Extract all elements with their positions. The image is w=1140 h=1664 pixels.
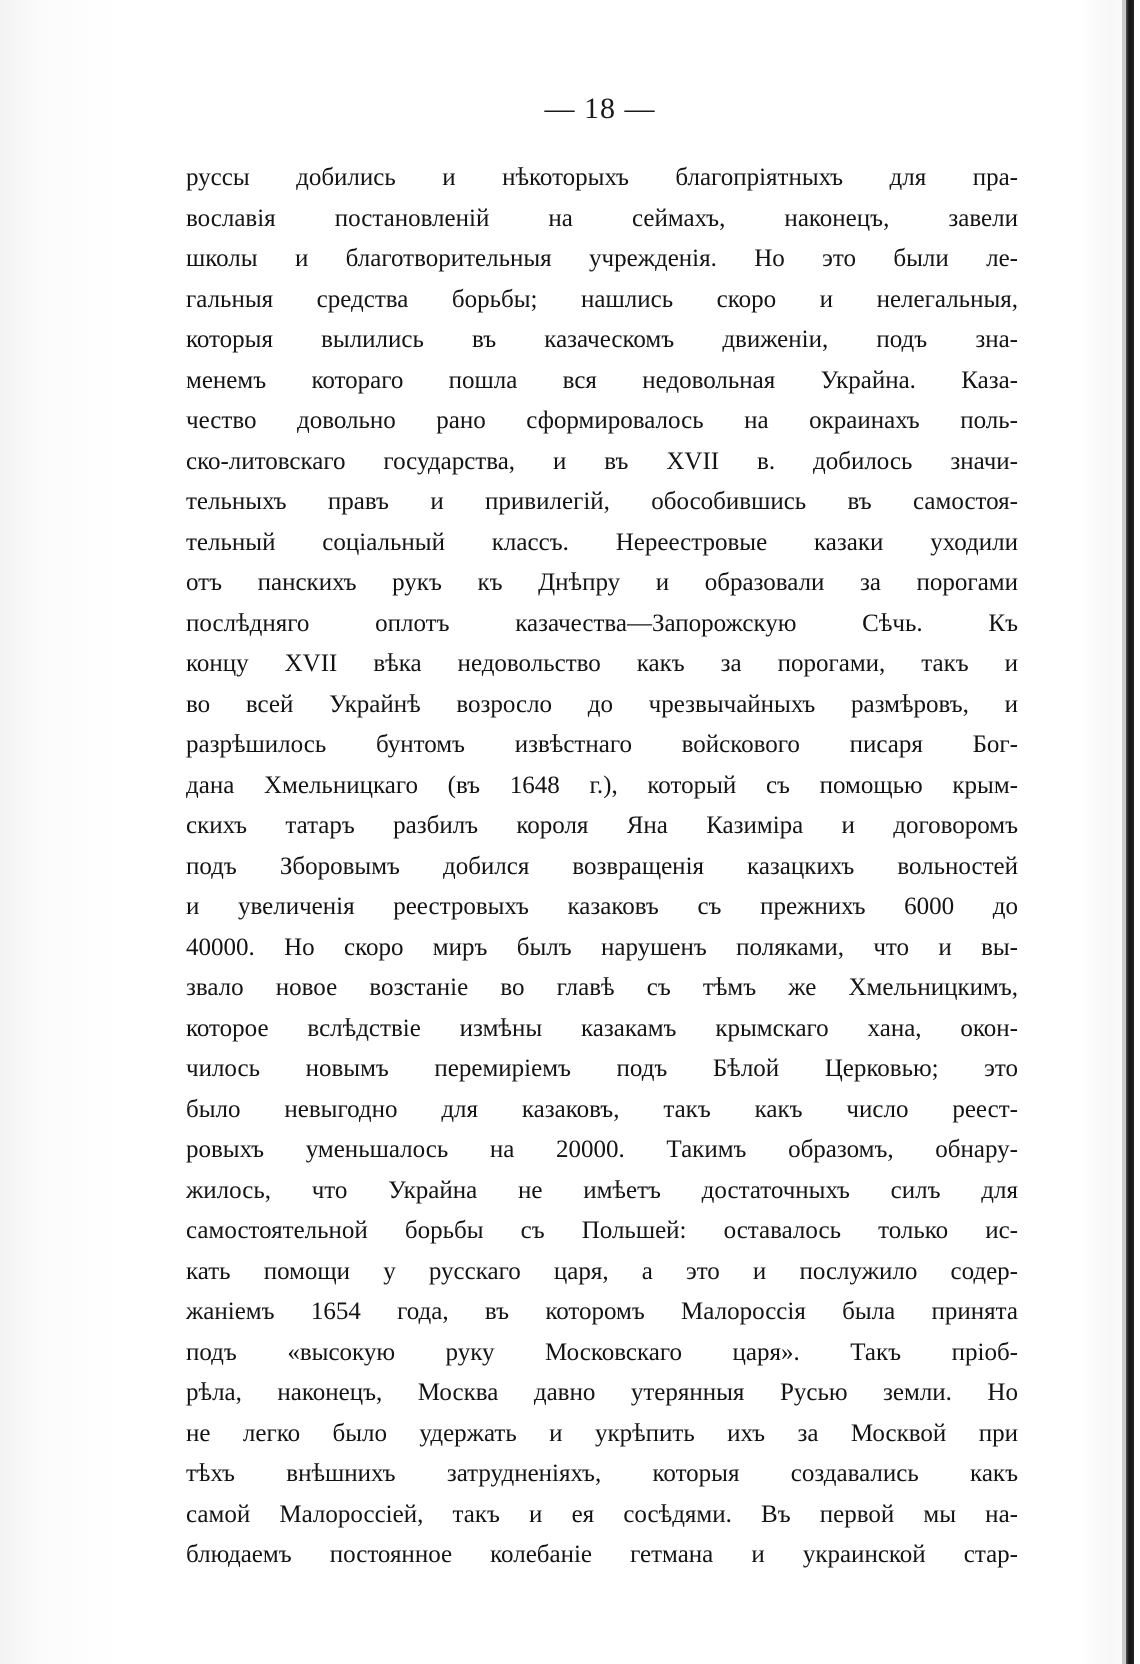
text-line: подъ Зборовымъ добился возвращенія казацкихъ вольностей bbox=[186, 852, 1018, 880]
text-line: отъ панскихъ рукъ къ Днѣпру и образовали за порогами bbox=[186, 569, 1018, 596]
text-line: жилось, что Украйна не имѣетъ достаточныхъ силъ для bbox=[186, 1176, 1018, 1204]
text-line: разрѣшилось бунтомъ извѣстнаго войскового писаря Бог- bbox=[186, 731, 1018, 758]
binding-edge bbox=[1126, 0, 1134, 1664]
text-line: школы и благотворительныя учрежденія. Но это были ле- bbox=[186, 245, 1018, 272]
text-line: подъ «высокую руку Московскаго царя». Такъ пріоб- bbox=[186, 1338, 1018, 1366]
text-line: было невыгодно для казаковъ, такъ какъ число реест- bbox=[186, 1095, 1018, 1123]
text-line: звало новое возстаніе во главѣ съ тѣмъ же Хмельницкимъ, bbox=[186, 974, 1018, 1001]
text-line: менемъ котораго пошла вся недовольная Украйна. Каза- bbox=[186, 366, 1018, 394]
text-line: гальныя средства борьбы; нашлись скоро и нелегальныя, bbox=[186, 285, 1018, 313]
text-line: самостоятельной борьбы съ Польшей: оставалось только ис- bbox=[186, 1217, 1018, 1244]
text-line: во всей Украйнѣ возросло до чрезвычайныхъ размѣровъ, и bbox=[186, 690, 1018, 718]
text-line: жаніемъ 1654 года, въ которомъ Малороссія была принята bbox=[186, 1298, 1018, 1325]
text-line: ско-литовскаго государства, и въ XVII в. добилось значи- bbox=[186, 447, 1018, 475]
text-line: и увеличенія реестровыхъ казаковъ съ прежнихъ 6000 до bbox=[186, 893, 1018, 920]
text-line: которыя вылились въ казаческомъ движеніи, подъ зна- bbox=[186, 326, 1018, 353]
page-number: — 18 — bbox=[544, 92, 656, 125]
text-line: самой Малороссіей, такъ и ея сосѣдями. Въ первой мы на- bbox=[186, 1500, 1018, 1528]
text-line: тельныхъ правъ и привилегій, обособившись въ самостоя- bbox=[186, 488, 1018, 515]
text-line: тельный соціальный классъ. Нереестровые казаки уходили bbox=[186, 528, 1018, 556]
text-line: послѣдняго оплотъ казачества—Запорожскую Сѣчь. Къ bbox=[186, 609, 1018, 637]
text-line: рѣла, наконецъ, Москва давно утерянныя Русью земли. Но bbox=[186, 1379, 1018, 1406]
text-line: тѣхъ внѣшнихъ затрудненіяхъ, которыя создавались какъ bbox=[186, 1460, 1018, 1487]
text-line: чилось новымъ перемиріемъ подъ Бѣлой Церковью; это bbox=[186, 1055, 1018, 1082]
text-line: вославія постановленій на сеймахъ, наконецъ, завели bbox=[186, 204, 1018, 232]
text-line: блюдаемъ постоянное колебаніе гетмана и украинской стар- bbox=[186, 1541, 1018, 1568]
text-line: руссы добились и нѣкоторыхъ благопріятныхъ для пра- bbox=[186, 164, 1018, 191]
text-line: 40000. Но скоро миръ былъ нарушенъ поляками, что и вы- bbox=[186, 933, 1018, 961]
text-line: чество довольно рано сформировалось на окраинахъ поль- bbox=[186, 407, 1018, 434]
text-line: не легко было удержать и укрѣпить ихъ за Москвой при bbox=[186, 1419, 1018, 1447]
text-line: дана Хмельницкаго (въ 1648 г.), который съ помощью крым- bbox=[186, 771, 1018, 799]
text-line: кать помощи у русскаго царя, а это и послужило содер- bbox=[186, 1257, 1018, 1285]
text-line: концу XVII вѣка недовольство какъ за порогами, такъ и bbox=[186, 650, 1018, 677]
text-line: ровыхъ уменьшалось на 20000. Такимъ образомъ, обнару- bbox=[186, 1136, 1018, 1163]
text-line: скихъ татаръ разбилъ короля Яна Казиміра и договоромъ bbox=[186, 812, 1018, 839]
text-line: которое вслѣдствіе измѣны казакамъ крымскаго хана, окон- bbox=[186, 1014, 1018, 1042]
body-text bbox=[186, 158, 1018, 1576]
